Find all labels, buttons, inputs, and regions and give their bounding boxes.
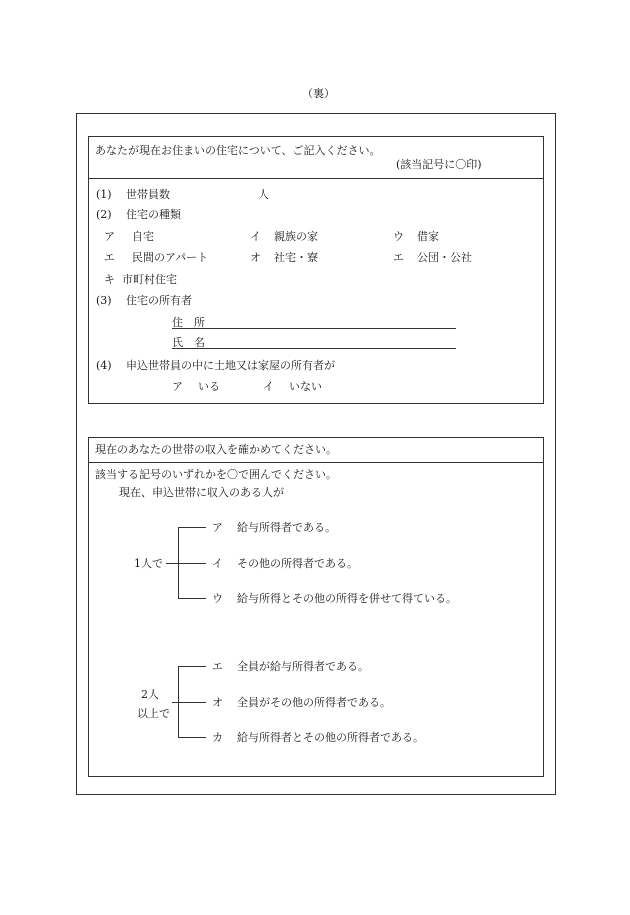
- option-label: 借家: [417, 230, 439, 243]
- option-label: 自宅: [132, 230, 154, 243]
- bracket-line: [178, 563, 206, 564]
- option-label: 給与所得とその他の所得を併せて得ている。: [237, 592, 457, 605]
- option-label: いない: [289, 380, 322, 393]
- option-mark[interactable]: オ: [212, 696, 223, 709]
- option-label: いる: [198, 380, 220, 393]
- unit-label: 人: [258, 188, 269, 201]
- name-field[interactable]: [172, 348, 456, 349]
- question-number: (3): [96, 294, 112, 307]
- option-mark[interactable]: イ: [263, 380, 274, 393]
- option-mark[interactable]: カ: [212, 731, 223, 744]
- option-mark[interactable]: エ: [104, 251, 115, 264]
- address-field[interactable]: [172, 328, 456, 329]
- page-label: （裏）: [302, 87, 335, 100]
- section-divider: [88, 178, 544, 179]
- instruction-text: 該当する記号のいずれかを〇で囲んでください。: [95, 468, 337, 481]
- option-mark[interactable]: ア: [212, 521, 223, 534]
- question-number: (4): [96, 359, 112, 372]
- option-mark[interactable]: イ: [212, 557, 223, 570]
- question-number: (2): [96, 208, 112, 221]
- question-label: 申込世帯員の中に土地又は家屋の所有者が: [126, 359, 335, 372]
- bracket-line: [178, 598, 206, 599]
- bracket-line: [178, 737, 206, 738]
- option-label: 民間のアパート: [132, 251, 209, 264]
- bracket-line: [178, 527, 206, 528]
- bracket-line: [178, 666, 206, 667]
- option-mark[interactable]: エ: [212, 660, 223, 673]
- question-label: 世帯員数: [126, 188, 170, 201]
- group-label: 以上で: [137, 707, 170, 720]
- section-header-note: (該当記号に〇印): [396, 158, 482, 171]
- address-label: 住 所: [172, 316, 205, 329]
- option-mark[interactable]: イ: [250, 230, 261, 243]
- subinstruction-text: 現在、申込世帯に収入のある人が: [119, 486, 284, 499]
- option-label: 全員が給与所得者である。: [237, 660, 369, 673]
- section-header: 現在のあなたの世帯の収入を確かめてください。: [95, 443, 337, 456]
- option-label: 給与所得者とその他の所得者である。: [237, 731, 424, 744]
- option-label: 給与所得者である。: [237, 521, 336, 534]
- bracket-line: [178, 702, 206, 703]
- section-header: あなたが現在お住まいの住宅について、ご記入ください。: [95, 144, 381, 157]
- option-label: 市町村住宅: [122, 273, 177, 286]
- option-mark[interactable]: ア: [172, 380, 183, 393]
- option-label: 全員がその他の所得者である。: [237, 696, 391, 709]
- option-mark[interactable]: ウ: [393, 230, 404, 243]
- option-label: その他の所得者である。: [237, 557, 358, 570]
- section-divider: [88, 462, 544, 463]
- group-label: 1人で: [134, 557, 163, 570]
- option-label: 社宅・寮: [274, 251, 318, 264]
- option-mark[interactable]: エ: [393, 251, 404, 264]
- group-label: 2人: [141, 688, 159, 701]
- question-number: (1): [96, 188, 112, 201]
- option-mark[interactable]: ア: [104, 230, 115, 243]
- option-mark[interactable]: ウ: [212, 592, 223, 605]
- question-label: 住宅の所有者: [126, 294, 192, 307]
- name-label: 氏 名: [172, 336, 205, 349]
- option-label: 公団・公社: [417, 251, 472, 264]
- bracket-line: [166, 563, 178, 564]
- option-label: 親族の家: [274, 230, 318, 243]
- option-mark[interactable]: オ: [250, 251, 261, 264]
- question-label: 住宅の種類: [126, 208, 181, 221]
- option-mark[interactable]: キ: [104, 273, 115, 286]
